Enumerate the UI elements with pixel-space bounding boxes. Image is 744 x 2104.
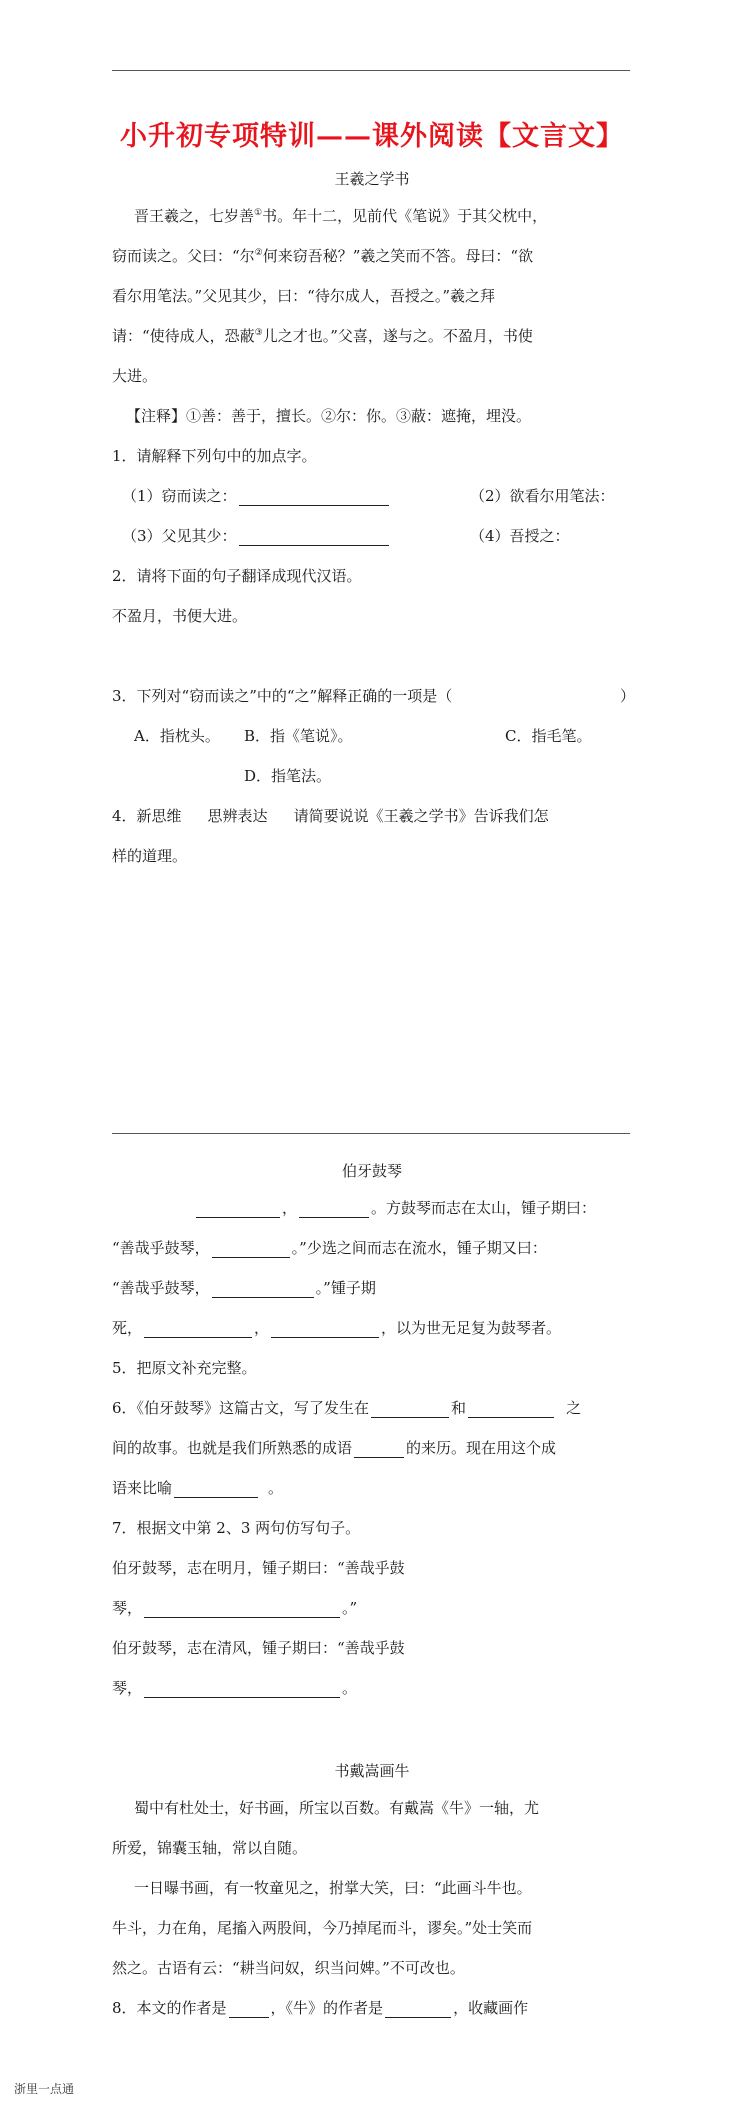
answer-blank[interactable] <box>144 1681 340 1698</box>
passage-line: 所爱，锦囊玉轴，常以自随。 <box>112 1839 308 1857</box>
passage-line: 看尔用笔法。”父见其少，曰：“待尔成人，吾授之。”羲之拜 <box>112 287 496 305</box>
q7-line: 琴， 。 <box>112 1679 358 1697</box>
passage-line: 蜀中有杜处士，好书画，所宝以百数。有戴嵩《牛》一轴，尤 <box>134 1799 540 1817</box>
passage-line: 窃而读之。父曰：“尔②何来窃吾秘？”羲之笑而不答。母曰：“欲 <box>112 247 534 265</box>
passage-line: 晋王羲之，七岁善①书。年十二，见前代《笔说》于其父枕中， <box>134 207 548 225</box>
answer-blank[interactable] <box>468 1401 554 1418</box>
question-4-cont: 样的道理。 <box>112 847 188 865</box>
top-rule <box>112 70 630 71</box>
page-divider <box>112 1133 630 1134</box>
q3-option-a[interactable]: A．指枕头。 <box>134 727 220 745</box>
q2-sentence: 不盈月，书便大进。 <box>112 607 248 625</box>
q1-item-1: （1）窃而读之： <box>122 486 391 506</box>
page-title: 小升初专项特训——课外阅读【文言文】 <box>120 121 624 152</box>
passage-line: 死， ， ，以为世无足复为鼓琴者。 <box>112 1319 562 1337</box>
question-8: 8．本文的作者是 ，《牛》的作者是 ，收藏画作 <box>112 1999 529 2017</box>
q1-item-4: （4）吾授之： <box>470 527 570 545</box>
answer-blank[interactable] <box>212 1281 314 1298</box>
passage-line: “善哉乎鼓琴， 。”少选之间而志在流水，锺子期又曰： <box>112 1239 547 1257</box>
q7-line: 琴， 。” <box>112 1599 358 1617</box>
answer-blank[interactable] <box>144 1321 252 1338</box>
question-6-cont: 间的故事。也就是我们所熟悉的成语 的来历。现在用这个成 <box>112 1439 557 1457</box>
question-3: 3．下列对“窃而读之”中的“之”解释正确的一项是（ <box>112 687 453 705</box>
footer-brand: 浙里一点通 <box>14 2082 75 2096</box>
answer-blank[interactable] <box>174 1481 258 1498</box>
passage-line: 一日曝书画，有一牧童见之，拊掌大笑，曰：“此画斗牛也。 <box>134 1879 532 1897</box>
passage-line: 大进。 <box>112 367 158 385</box>
annotation-note: 【注释】①善：善于，擅长。②尔：你。③蔽：遮掩，埋没。 <box>126 407 532 425</box>
answer-blank[interactable] <box>299 1201 369 1218</box>
answer-blank[interactable] <box>271 1321 379 1338</box>
q7-line: 伯牙鼓琴，志在明月，锺子期曰：“善哉乎鼓 <box>112 1559 405 1577</box>
q7-line: 伯牙鼓琴，志在清风，锺子期曰：“善哉乎鼓 <box>112 1639 405 1657</box>
answer-blank[interactable] <box>239 489 389 506</box>
passage-line: “善哉乎鼓琴， 。”锺子期 <box>112 1279 376 1297</box>
answer-blank[interactable] <box>354 1441 404 1458</box>
answer-blank[interactable] <box>229 2001 269 2018</box>
passage-line: 然之。古语有云：“耕当问奴，织当问婢。”不可改也。 <box>112 1959 465 1977</box>
answer-blank[interactable] <box>385 2001 451 2018</box>
section-title-boya: 伯牙鼓琴 <box>341 1162 402 1180</box>
question-5: 5．把原文补充完整。 <box>112 1359 257 1377</box>
answer-blank[interactable] <box>196 1201 280 1218</box>
passage-line: ， 。方鼓琴而志在太山，锺子期曰： <box>112 1198 596 1218</box>
q3-option-b[interactable]: B．指《笔说》。 <box>244 727 353 745</box>
q3-close-paren: ） <box>620 687 636 705</box>
question-2: 2．请将下面的句子翻译成现代汉语。 <box>112 567 362 585</box>
q3-option-d[interactable]: D．指笔法。 <box>244 767 332 785</box>
passage-line: 请：“使待成人，恐蔽③儿之才也。”父喜，遂与之。不盈月，书使 <box>112 327 533 345</box>
answer-blank[interactable] <box>144 1601 340 1618</box>
question-6-cont: 语来比喻 。 <box>112 1479 284 1497</box>
answer-blank[interactable] <box>371 1401 449 1418</box>
question-4: 4．新思维 思辨表达 请简要说说《王羲之学书》告诉我们怎 <box>112 807 549 825</box>
question-1: 1．请解释下列句中的加点字。 <box>112 447 317 465</box>
q3-option-c[interactable]: C．指毛笔。 <box>505 727 592 745</box>
passage-line: 牛斗，力在角，尾搐入两股间，今乃掉尾而斗，谬矣。”处士笑而 <box>112 1919 533 1937</box>
question-6: 6．《伯牙鼓琴》这篇古文，写了发生在 和 之 <box>112 1399 582 1417</box>
q1-item-2: （2）欲看尔用笔法： <box>470 487 615 505</box>
question-7: 7．根据文中第 2、3 两句仿写句子。 <box>112 1519 361 1537</box>
q1-item-3: （3）父见其少： <box>122 526 391 546</box>
answer-blank[interactable] <box>239 529 389 546</box>
section-title-wangxizhi: 王羲之学书 <box>334 170 410 188</box>
answer-blank[interactable] <box>212 1241 290 1258</box>
section-title-daisong: 书戴嵩画牛 <box>334 1762 410 1780</box>
